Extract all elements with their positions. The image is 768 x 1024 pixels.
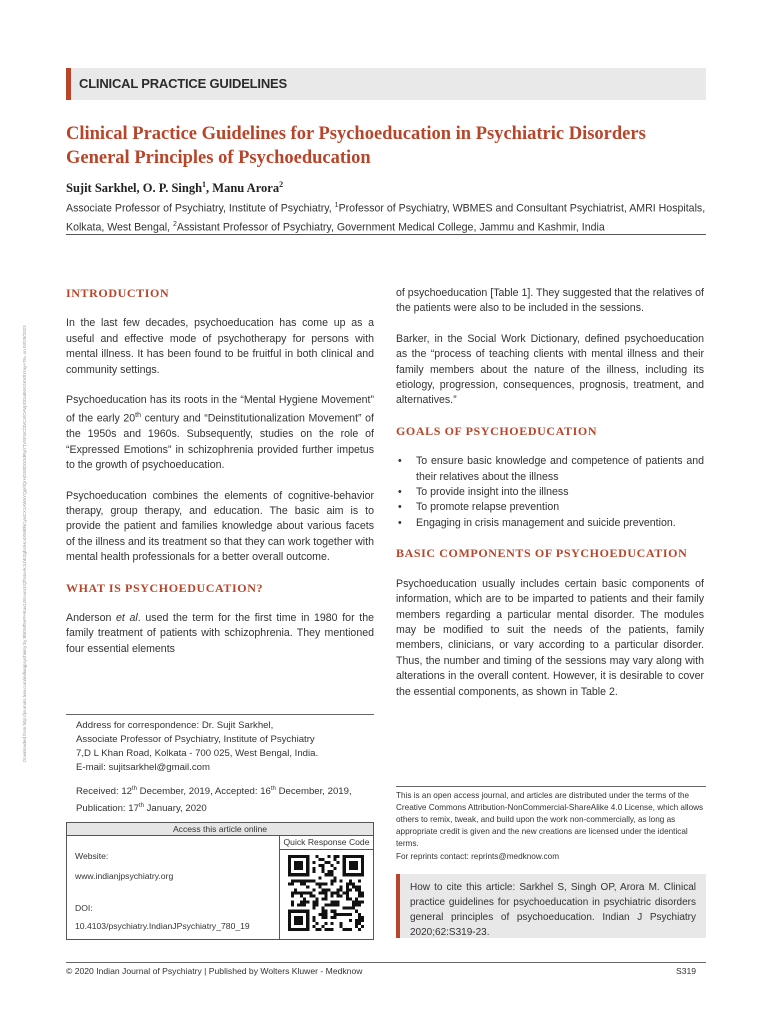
download-watermark: Downloaded from http://journals.lww.com/indianjpsychiatry by BhDMf5ePHKav1zEoum1tQfN4a+kJLhEZgbsIHo4XMi0hCywCX1AWnYQp/IlQrHD3i3D0OdRyi7TvSFl4Cf3VC4/OAVpDDa8KKGKV0Ymy+78= on 03/28/2023 (22, 325, 27, 762)
title-line-2: General Principles of Psychoeducation (66, 148, 371, 168)
list-item: • Engaging in crisis management and suicide prevention. (396, 516, 704, 531)
correspondence-block (66, 714, 374, 775)
qr-code-icon[interactable] (288, 855, 364, 931)
paragraph: of psychoeducation [Table 1]. They suggested that the relatives of the patients were also to be included in the sessions. (396, 287, 704, 315)
affiliation-marker: 2 (172, 220, 177, 228)
qr-panel (280, 836, 373, 939)
text-run: century and “Deinstitutionalization Movement” of the 1950s and 1960s. Subsequently, studies on the role of “Expressed Emotions” in schizophrenia provided further impetus to the growth of psychoeducation. (66, 412, 374, 472)
text-run: Psychoeducation has its roots in the “Mental Hygiene Movement” of the early 20 (66, 394, 374, 425)
text-run: Anderson (66, 612, 117, 625)
section-heading-introduction: INTRODUCTION (66, 286, 170, 300)
page-number: S319 (676, 966, 697, 976)
correspondence-line: Associate Professor of Psychiatry, Institute of Psychiatry (76, 734, 315, 745)
website-link[interactable]: www.indianjpsychiatry.org (75, 871, 174, 881)
affiliations (66, 198, 706, 235)
text-run: Received: 12 (76, 786, 132, 798)
list-item: • To ensure basic knowledge and competence of patients and their relatives about the illness (396, 454, 704, 485)
article-dates (76, 782, 374, 816)
footer-copyright: © 2020 Indian Journal of Psychiatry | Published by Wolters Kluwer - Medknow (66, 966, 363, 976)
goals-list (396, 454, 704, 531)
citation-box: How to cite this article: Sarkhel S, Singh OP, Arora M. Clinical practice guidelines for psychoeducation in psychiatric disorders general principles of psychoeducation. Indian J Psychiatry 2020;62:S319-23. (396, 874, 706, 938)
paragraph: Psychoeducation usually includes certain basic components of information, which are to be imparted to patients and their family members regarding a particular mental disorder. The modules may be modified to suit the needs of the patients, family members, clinicians, or vary according to a particular disorder. Thus, the number and timing of the sessions may vary along with alterations in the overall content. However, it is desirable to cover the essential components, as shown in Table 2. (396, 577, 704, 698)
doi-label: DOI: (75, 903, 93, 913)
header-divider (66, 234, 706, 235)
affiliation-marker: 1 (202, 180, 207, 189)
access-online-box (66, 822, 374, 940)
text-run: Publication: 17 (76, 803, 139, 815)
section-label: CLINICAL PRACTICE GUIDELINES (79, 76, 287, 91)
reprints-contact: For reprints contact: reprints@medknow.com (396, 852, 560, 861)
affiliation-text: Assistant Professor of Psychiatry, Government Medical College, Jammu and Kashmir, India (176, 221, 605, 234)
list-item: • To promote relapse prevention (396, 500, 704, 515)
text-run: January, 2020 (143, 803, 207, 815)
superscript: th (270, 786, 276, 792)
author-list (66, 180, 283, 196)
article-title (66, 122, 716, 170)
paragraph: Psychoeducation combines the elements of cognitive-behavior therapy, group therapy, and education. The basic aim is to provide the patient and families knowledge about various facets of the illness and its treatment so that they can work together with mental health professionals for a better overall outcome. (66, 489, 374, 564)
paragraph (66, 611, 374, 658)
affiliation-marker: 1 (334, 202, 339, 209)
section-heading-components: BASIC COMPONENTS OF PSYCHOEDUCATION (396, 546, 688, 561)
paragraph: In the last few decades, psychoeducation has come up as a useful and effective mode of psychotherapy for persons with mental illness. It has been found to be fruitful in both clinical and community settings. (66, 317, 374, 376)
doi-link[interactable]: 10.4103/psychiatry.IndianJPsychiatry_780_19 (75, 921, 250, 931)
superscript: th (135, 412, 141, 420)
affiliation-marker: 2 (279, 180, 284, 189)
author-separator: , (206, 181, 213, 196)
list-item: • To provide insight into the illness (396, 485, 704, 500)
text-run: . used the term for the first time in 1980 for the family treatment of patients with schizophrenia. They mentioned four essential elements (66, 612, 374, 655)
author-name: Sujit Sarkhel, O. P. Singh (66, 181, 203, 196)
license-note: This is an open access journal, and articles are distributed under the terms of the Creative Commons Attribution-NonCommercial-ShareAlike 4.0 License, which allows others to remix, tweak, and build upon the work non-commercially, as long as appropriate credit is given and the new creations are licensed under the identical terms. (396, 786, 706, 850)
superscript: th (132, 786, 138, 792)
affiliation-text: Associate Professor of Psychiatry, Institute of Psychiatry, (66, 202, 335, 215)
section-heading-what-is: WHAT IS PSYCHOEDUCATION? (66, 580, 264, 595)
affiliation-text: Professor of Psychiatry, WBMES and Consultant Psychiatrist, AMRI Hospitals, Kolkata, West Bengal, (66, 202, 706, 234)
text-run: December, 2019, Accepted: 16 (137, 786, 271, 798)
email-link[interactable]: E-mail: sujitsarkhel@gmail.com (76, 762, 210, 773)
publication-date (76, 799, 374, 816)
paragraph: Barker, in the Social Work Dictionary, defined psychoeducation as the “process of teaching clients with mental illness and their family members about the nature of the illness, including its etiology, progression, consequences, prognosis, treatment, and alternatives.” (396, 332, 704, 407)
title-line-1: Clinical Practice Guidelines for Psychoeducation in Psychiatric Disorders (66, 124, 646, 144)
section-banner (66, 68, 706, 100)
right-column (396, 286, 704, 715)
received-accepted (76, 782, 374, 799)
author-name: Manu Arora (212, 181, 280, 196)
access-header: Access this article online (67, 823, 373, 836)
section-heading-goals: GOALS OF PSYCHOEDUCATION (396, 423, 598, 438)
correspondence-line: Address for correspondence: Dr. Sujit Sarkhel, (76, 720, 274, 731)
left-column (66, 286, 374, 658)
footer-divider (66, 962, 706, 963)
italic-text: et al (116, 612, 138, 625)
paragraph (66, 393, 374, 474)
website-label: Website: (75, 851, 109, 861)
superscript: th (138, 803, 144, 810)
text-run: December, 2019, (275, 786, 352, 798)
correspondence-line: 7,D L Khan Road, Kolkata - 700 025, West Bengal, India. (76, 748, 319, 759)
qr-label: Quick Response Code (280, 836, 373, 850)
access-info (67, 836, 280, 939)
